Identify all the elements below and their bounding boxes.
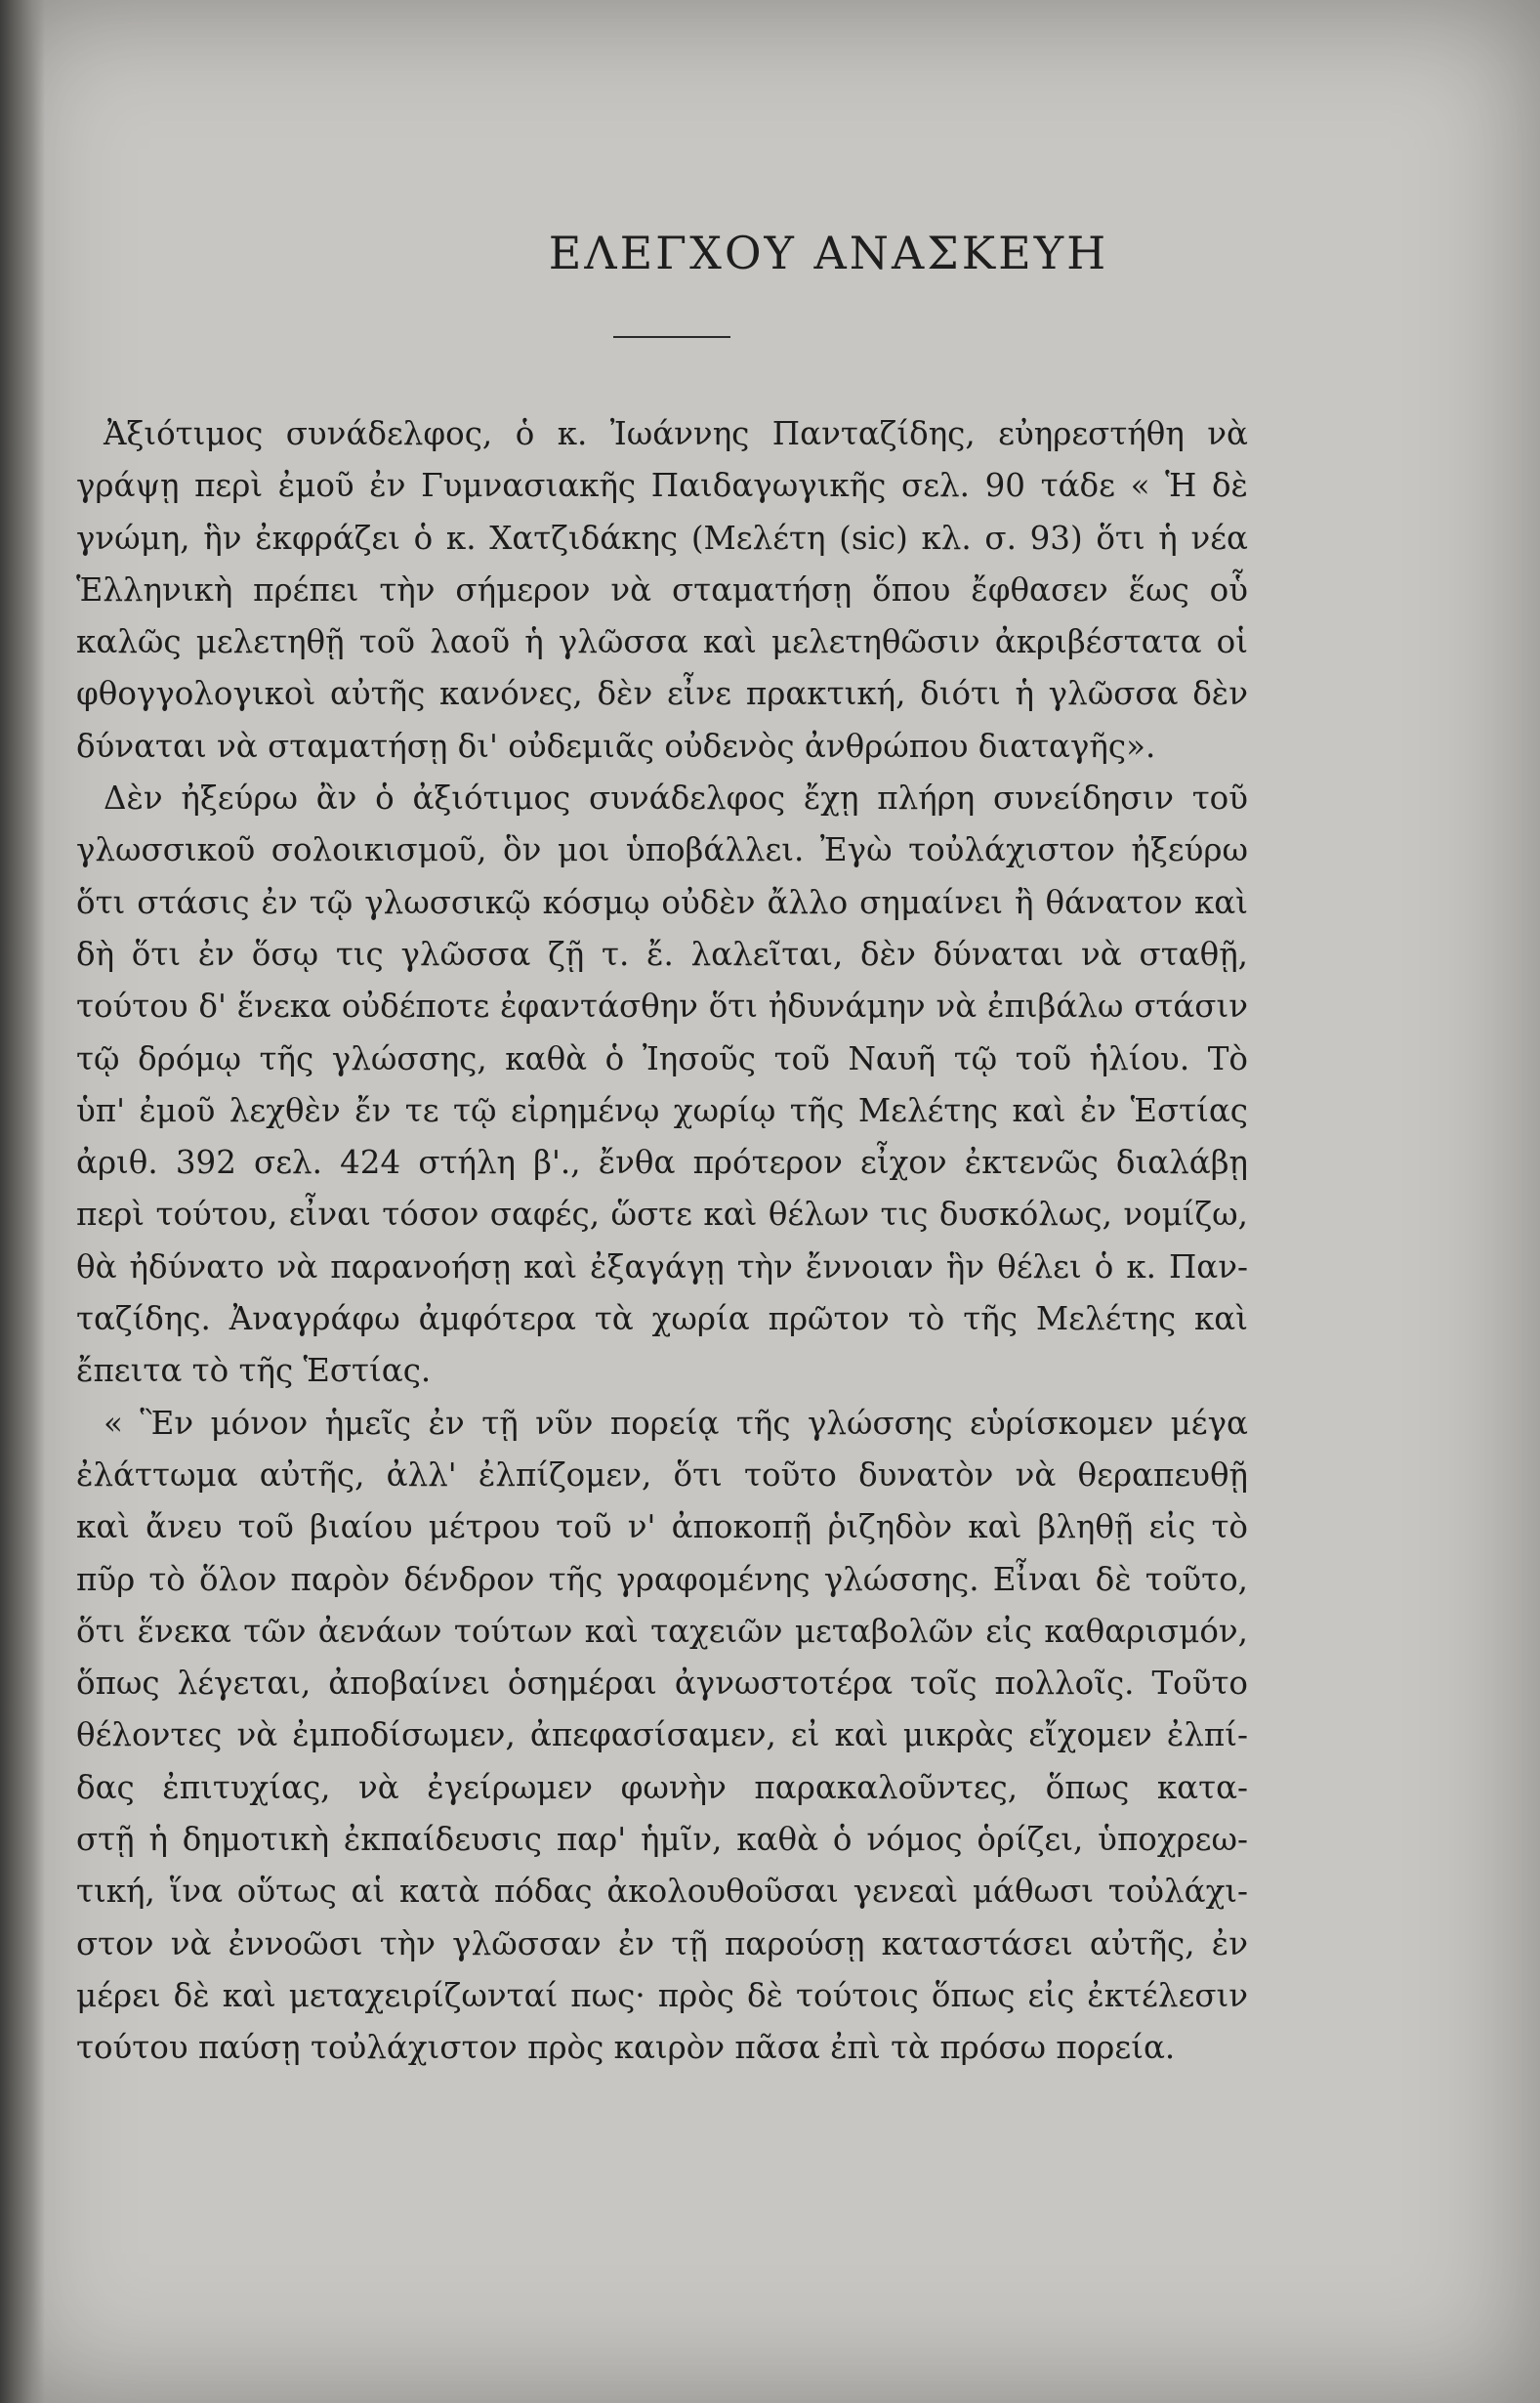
text-line: στῇ ἡ δημοτικὴ ἐκπαίδευσις παρ' ἡμῖν, καθὰ ὁ νόμος ὁρίζει, ὑποχρεω- [76,1821,1248,1859]
text-line: περὶ τούτου, εἶναι τόσον σαφές, ὥστε καὶ θέλων τις δυσκόλως, νομίζω, [76,1196,1248,1234]
text-line: γνώμη, ἣν ἐκφράζει ὁ κ. Χατζιδάκης (Μελέτη (sic) κλ. σ. 93) ὅτι ἡ νέα [76,519,1248,557]
page-binding-shadow [0,0,45,2403]
text-line: Ἀξιότιμος συνάδελφος, ὁ κ. Ἰωάννης Πανταζίδης, εὐηρεστήθη νὰ [104,415,1248,452]
text-line: ὅπως λέγεται, ἀποβαίνει ὁσημέραι ἀγνωστοτέρα τοῖς πολλοῖς. Τοῦτο [76,1665,1248,1703]
text-line: καλῶς μελετηθῇ τοῦ λαοῦ ἡ γλῶσσα καὶ μελετηθῶσιν ἀκριβέστατα οἱ [76,623,1248,661]
text-line: μέρει δὲ καὶ μεταχειρίζωνταί πως· πρὸς δὲ τούτοις ὅπως εἰς ἐκτέλεσιν [76,1976,1248,2014]
text-line: στον νὰ ἐννοῶσι τὴν γλῶσσαν ἐν τῇ παρούσῃ καταστάσει αὐτῆς, ἐν [76,1924,1248,1962]
text-line: δύναται νὰ σταματήσῃ δι' οὐδεμιᾶς οὐδενὸς ἀνθρώπου διαταγῆς». [76,727,1156,765]
text-line: ταζίδης. Ἀναγράφω ἀμφότερα τὰ χωρία πρῶτον τὸ τῆς Μελέτης καὶ [76,1300,1248,1338]
text-line: τούτου δ' ἕνεκα οὐδέποτε ἐφαντάσθην ὅτι ἠδυνάμην νὰ ἐπιβάλω στάσιν [76,988,1248,1026]
text-line: καὶ ἄνευ τοῦ βιαίου μέτρου τοῦ ν' ἀποκοπῇ ῥιζηδὸν καὶ βληθῇ εἰς τὸ [76,1508,1248,1546]
text-line: τική, ἵνα οὕτως αἱ κατὰ πόδας ἀκολουθοῦσαι γενεαὶ μάθωσι τοὐλάχι- [76,1873,1248,1911]
text-line: ἔπειτα τὸ τῆς Ἑστίας. [76,1352,432,1390]
text-line: ὅτι στάσις ἐν τῷ γλωσσικῷ κόσμῳ οὐδὲν ἄλλο σημαίνει ἢ θάνατον καὶ [76,883,1248,921]
text-line: « Ἓν μόνον ἡμεῖς ἐν τῇ νῦν πορείᾳ τῆς γλώσσης εὑρίσκομεν μέγα [104,1404,1248,1442]
text-line: ἀριθ. 392 σελ. 424 στήλη β'., ἔνθα πρότερον εἶχον ἐκτενῶς διαλάβῃ [76,1144,1248,1182]
text-line: θὰ ἠδύνατο νὰ παρανοήσῃ καὶ ἐξαγάγῃ τὴν ἔννοιαν ἣν θέλει ὁ κ. Παν- [76,1247,1248,1286]
text-line: γράψῃ περὶ ἐμοῦ ἐν Γυμνασιακῆς Παιδαγωγικῆς σελ. 90 τάδε « Ἡ δὲ [76,467,1248,505]
title-divider [613,336,730,338]
text-line: Δὲν ἠξεύρω ἂν ὁ ἀξιότιμος συνάδελφος ἔχῃ πλήρη συνείδησιν τοῦ [104,780,1248,818]
page-title: ΕΛΕΓΧΟΥ ΑΝΑΣΚΕΥΗ [548,227,1109,279]
text-line: πῦρ τὸ ὅλον παρὸν δένδρον τῆς γραφομένης γλώσσης. Εἶναι δὲ τοῦτο, [76,1560,1248,1598]
text-line: Ἑλληνικὴ πρέπει τὴν σήμερον νὰ σταματήσῃ ὅπου ἔφθασεν ἕως οὗ [76,570,1248,609]
text-line: τῷ δρόμῳ τῆς γλώσσης, καθὰ ὁ Ἰησοῦς τοῦ Ναυῆ τῷ τοῦ ἡλίου. Τὸ [76,1039,1248,1077]
body-text [76,408,1248,2075]
text-line: δὴ ὅτι ἐν ὅσῳ τις γλῶσσα ζῇ τ. ἔ. λαλεῖται, δὲν δύναται νὰ σταθῇ, [76,935,1248,973]
text-line: ἐλάττωμα αὐτῆς, ἀλλ' ἐλπίζομεν, ὅτι τοῦτο δυνατὸν νὰ θεραπευθῇ [76,1455,1248,1494]
text-line: ὅτι ἕνεκα τῶν ἀενάων τούτων καὶ ταχειῶν μεταβολῶν εἰς καθαρισμόν, [76,1612,1248,1650]
text-line: ὑπ' ἐμοῦ λεχθὲν ἔν τε τῷ εἰρημένῳ χωρίῳ τῆς Μελέτης καὶ ἐν Ἑστίας [76,1091,1248,1129]
text-line: δας ἐπιτυχίας, νὰ ἐγείρωμεν φωνὴν παρακαλοῦντες, ὅπως κατα- [76,1768,1248,1806]
text-line: φθογγολογικοὶ αὐτῆς κανόνες, δὲν εἶνε πρακτική, διότι ἡ γλῶσσα δὲν [76,675,1248,713]
text-line: γλωσσικοῦ σολοικισμοῦ, ὃν μοι ὑποβάλλει. Ἐγὼ τοὐλάχιστον ἠξεύρω [76,831,1248,869]
text-line: θέλοντες νὰ ἐμποδίσωμεν, ἀπεφασίσαμεν, εἰ καὶ μικρὰς εἴχομεν ἐλπί- [76,1716,1248,1754]
text-line: τούτου παύσῃ τοὐλάχιστον πρὸς καιρὸν πᾶσα ἐπὶ τὰ πρόσω πορεία. [76,2029,1176,2067]
